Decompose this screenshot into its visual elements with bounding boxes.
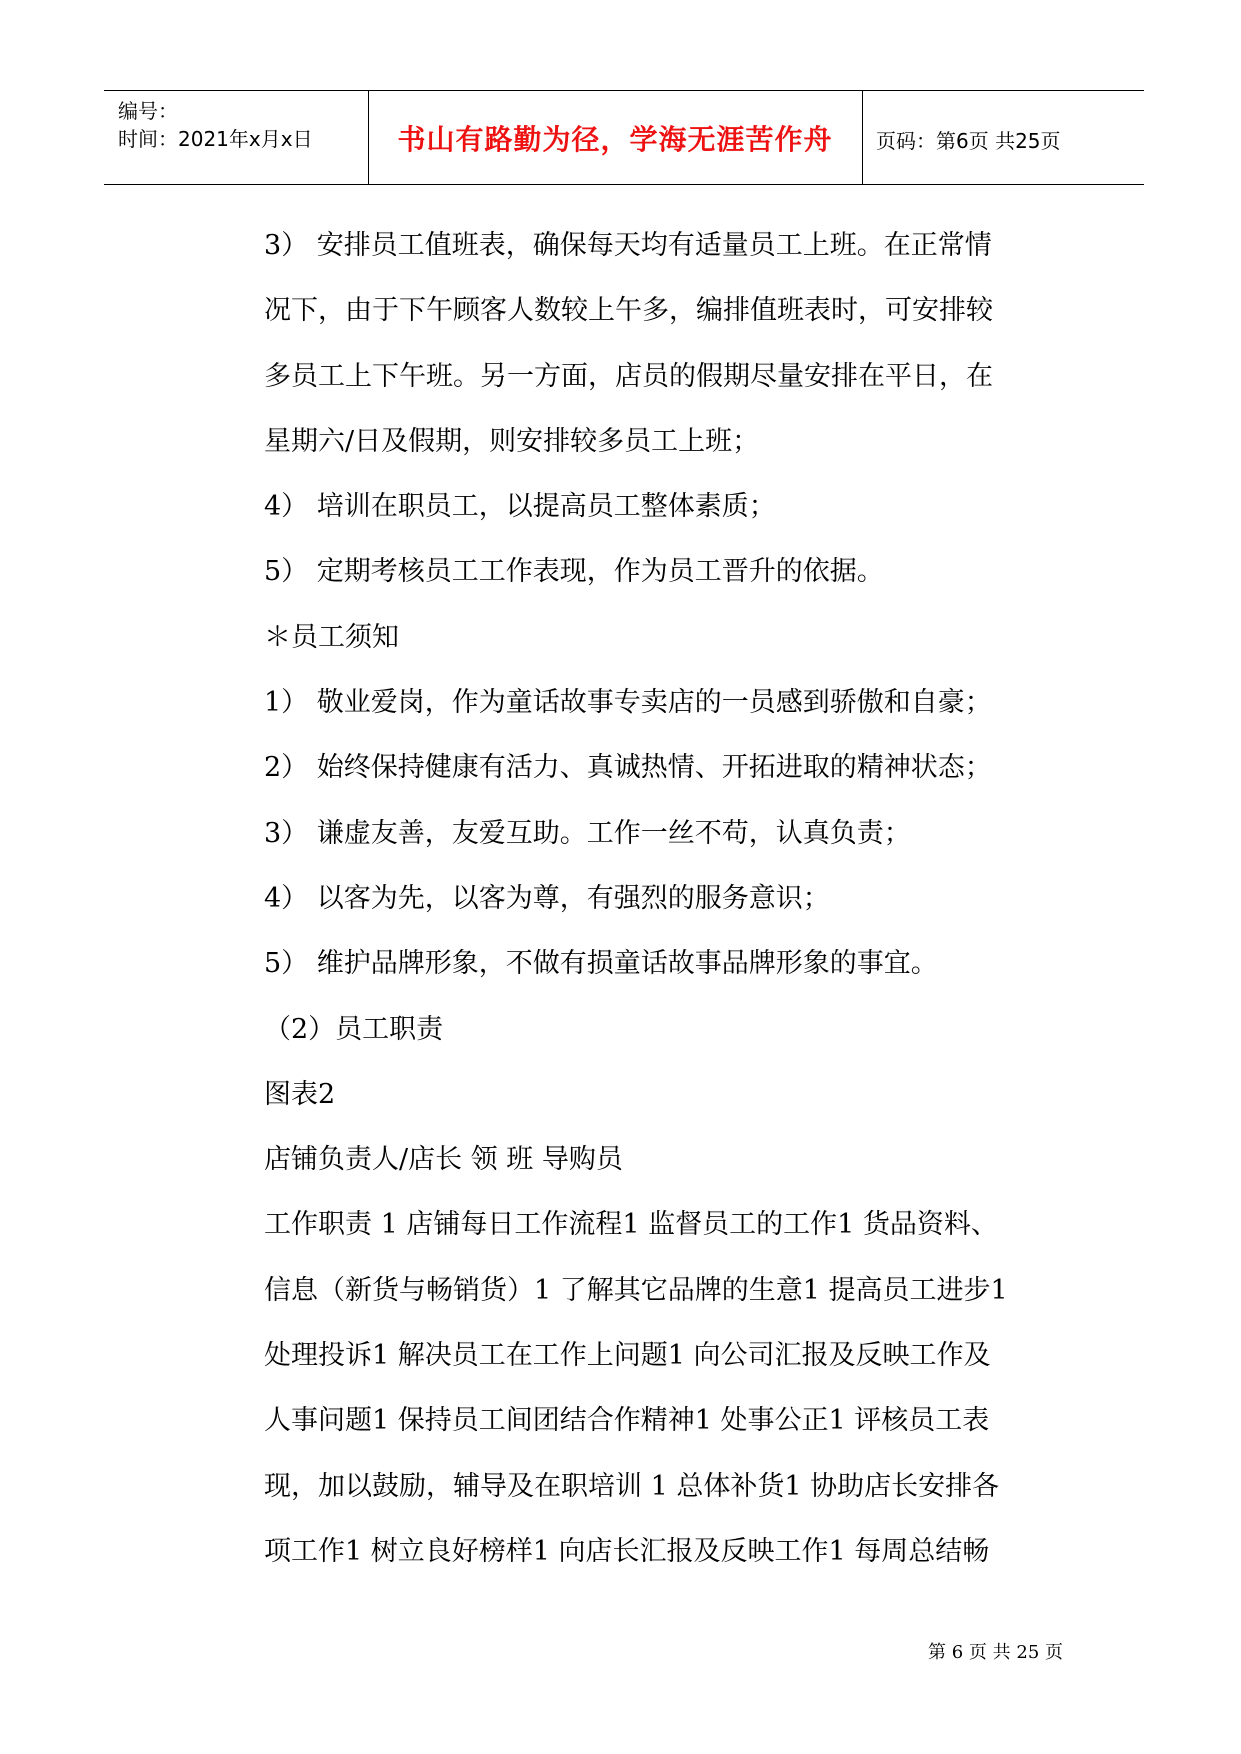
body-line: 处理投诉1 解决员工在工作上问题1 向公司汇报及反映工作及 xyxy=(264,1340,991,1372)
body-line: 3） 安排员工值班表，确保每天均有适量员工上班。在正常情 xyxy=(264,230,992,261)
body-line: 1） 敬业爱岗，作为童话故事专卖店的一员感到骄傲和自豪； xyxy=(264,687,992,719)
page-footer: 第 6 页 共 25 页 xyxy=(928,1642,1063,1663)
body-line: 人事问题1 保持员工间团结合作精神1 处事公正1 评核员工表 xyxy=(264,1405,990,1437)
body-line: 星期六/日及假期，则安排较多员工上班； xyxy=(264,425,760,457)
body-line: 项工作1 树立良好榜样1 向店长汇报及反映工作1 每周总结畅 xyxy=(264,1535,990,1567)
page-header xyxy=(104,90,1144,185)
section-heading-staff-notice: ＊员工须知 xyxy=(264,621,399,653)
body-line: 店铺负责人/店长 领 班 导购员 xyxy=(264,1144,623,1176)
body-line: 4） 培训在职员工，以提高员工整体素质； xyxy=(264,491,776,523)
body-line: 现，加以鼓励，辅导及在职培训 1 总体补货1 协助店长安排各 xyxy=(264,1470,1000,1502)
header-page-cell xyxy=(862,91,1144,184)
header-page-number: 页码：第6页 共25页 xyxy=(876,129,1061,153)
body-line: 多员工上下午班。另一方面，店员的假期尽量安排在平日，在 xyxy=(264,360,993,392)
body-line: 信息（新货与畅销货）1 了解其它品牌的生意1 提高员工进步1 xyxy=(264,1274,1008,1306)
header-motto: 书山有路勤为径，学海无涯苦作舟 xyxy=(397,123,833,156)
document-time-label: 时间：2021年x月x日 xyxy=(118,127,313,151)
header-info-cell xyxy=(104,91,369,184)
header-motto-cell xyxy=(368,91,863,184)
section-heading-staff-duties: （2）员工职责 xyxy=(264,1013,444,1045)
body-line: 5） 定期考核员工工作表现，作为员工晋升的依据。 xyxy=(264,556,884,588)
body-line: 5） 维护品牌形象，不做有损童话故事品牌形象的事宜。 xyxy=(264,948,938,980)
body-line: 2） 始终保持健康有活力、真诚热情、开拓进取的精神状态； xyxy=(264,752,992,784)
document-number-label: 编号： xyxy=(118,99,178,123)
figure-label: 图表2 xyxy=(264,1078,336,1110)
body-line: 4） 以客为先，以客为尊，有强烈的服务意识； xyxy=(264,882,830,914)
body-line: 3） 谦虚友善，友爱互助。工作一丝不苟，认真负责； xyxy=(264,817,911,849)
body-line: 况下，由于下午顾客人数较上午多，编排值班表时，可安排较 xyxy=(264,295,993,327)
body-line: 工作职责 1 店铺每日工作流程1 监督员工的工作1 货品资料、 xyxy=(264,1209,998,1241)
document-body xyxy=(264,218,1084,1589)
